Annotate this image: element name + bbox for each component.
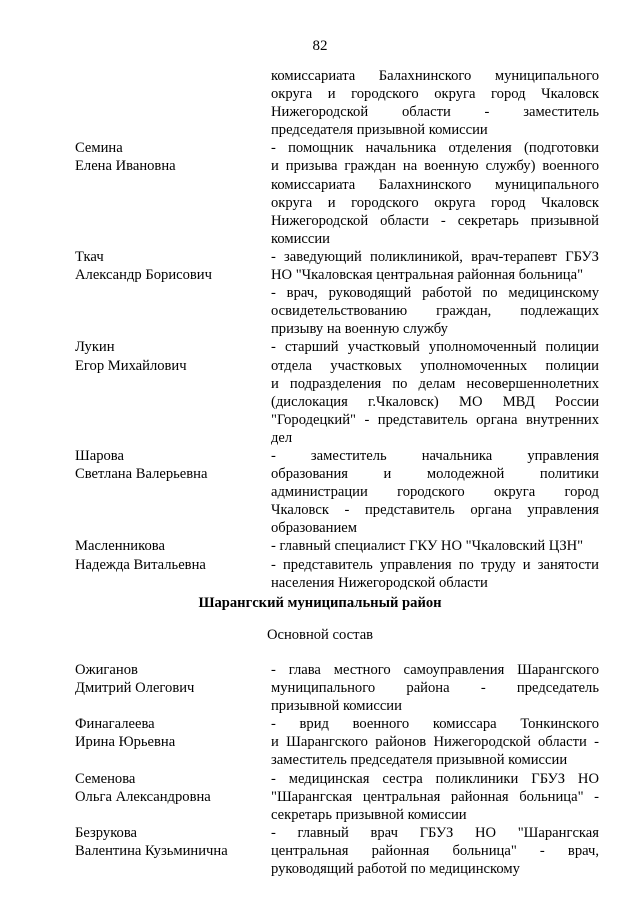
member-role-line: призывной комиссии [271, 698, 402, 715]
member-name [75, 139, 271, 248]
member-role [271, 824, 599, 878]
member-role-line: - врач, руководящий работой по медицинскому [271, 285, 599, 302]
member-name [75, 824, 271, 878]
member-name [75, 447, 271, 537]
member-role-line: "Городецкий" - представитель органа внутренних [271, 411, 599, 428]
member-name [75, 661, 271, 715]
member-role-line: и Шарангского районов Нижегородской области - [271, 734, 599, 751]
member-role [271, 447, 599, 537]
member-entry [75, 338, 599, 447]
member-role-line: - врид военного комиссара Тонкинского [271, 716, 599, 733]
member-role-line: администрации городского округа город [271, 484, 599, 501]
member-name-line: Дмитрий Олегович [75, 680, 195, 697]
member-name-line: Ткач [75, 248, 104, 265]
member-name-line: Надежда Витальевна [75, 556, 206, 573]
member-name-line: Семенова [75, 770, 136, 787]
member-role-line: Нижегородской области - заместитель [271, 104, 599, 121]
member-entry [75, 770, 599, 824]
member-name-line: Елена Ивановна [75, 158, 176, 175]
member-role-line: - заведующий поликлиникой, врач-терапевт ГБУЗ [271, 248, 599, 265]
page-number: 82 [312, 38, 328, 54]
member-role-line: образования и молодежной политики [271, 466, 599, 483]
member-entry [75, 139, 599, 248]
member-role [271, 537, 599, 591]
member-entry [75, 824, 599, 878]
member-role-line: населения Нижегородской области [271, 574, 488, 591]
member-role-line: "Шарангская центральная районная больница" - [271, 788, 599, 805]
member-role-line: комиссариата Балахнинского муниципального [271, 176, 599, 193]
member-role-line: - глава местного самоуправления Шарангского [271, 662, 599, 678]
member-name-line: Валентина Кузьминична [75, 842, 228, 859]
member-role-line: Чкаловск - представитель органа управления [271, 502, 599, 519]
member-role-line: призыву на военную службу [271, 321, 448, 338]
member-name [75, 248, 271, 338]
member-name-line: Лукин [75, 339, 115, 356]
member-name-line: Финагалеева [75, 716, 155, 733]
member-name-line: Егор Михайлович [75, 357, 187, 374]
member-role-line: Нижегородской области - секретарь призывной [271, 212, 599, 229]
member-role-line: - главный специалист ГКУ НО "Чкаловский ЦЗН" [271, 538, 584, 555]
member-role [271, 338, 599, 447]
member-role-line: (дислокация г.Чкаловск) МО МВД России [271, 393, 599, 410]
commission-members-top [75, 67, 599, 592]
member-role-line: руководящий работой по медицинскому [271, 861, 520, 878]
member-name-line: Безрукова [75, 824, 138, 841]
member-entry [75, 248, 599, 338]
member-role-line: отдела участковых уполномоченных полиции [271, 357, 599, 374]
member-role [271, 661, 599, 715]
commission-members-bottom [75, 661, 599, 878]
member-role-line: - медицинская сестра поликлиники ГБУЗ НО [271, 770, 599, 787]
member-role-line: секретарь призывной комиссии [271, 806, 467, 823]
member-role-line: председателя призывной комиссии [271, 122, 488, 139]
member-role-line: - главный врач ГБУЗ НО "Шарангская [271, 824, 599, 841]
member-name-line: Ирина Юрьевна [75, 734, 176, 751]
member-role [271, 770, 599, 824]
member-name-line: Светлана Валерьевна [75, 466, 208, 483]
member-role-line: округа и городского округа город Чкаловск [271, 86, 599, 103]
member-entry [75, 661, 599, 715]
member-name [75, 537, 271, 591]
member-role [271, 67, 599, 139]
member-name-line: Масленникова [75, 538, 165, 555]
member-role-line: и подразделения по делам несовершеннолетних [271, 375, 599, 392]
member-name-line: Шарова [75, 447, 124, 464]
member-role-line: заместитель председателя призывной комиссии [271, 752, 568, 769]
member-role-line: - заместитель начальника управления [271, 447, 599, 464]
member-name-line: Ожиганов [75, 662, 138, 678]
member-name [75, 338, 271, 447]
member-role-line: муниципального района - председатель [271, 680, 599, 697]
member-entry [75, 67, 599, 139]
member-entry [75, 715, 599, 769]
member-role-line: - старший участковый уполномоченный полиции [271, 339, 599, 356]
member-role-line: освидетельствованию граждан, подлежащих [271, 303, 599, 320]
section-title: Шарангский муниципальный район [198, 595, 442, 611]
member-role-line: дел [271, 429, 293, 446]
member-role-line: НО "Чкаловская центральная районная больница" [271, 267, 584, 284]
member-role-line: округа и городского округа город Чкаловск [271, 194, 599, 211]
member-name-line: Александр Борисович [75, 267, 212, 284]
member-role-line: комиссии [271, 230, 330, 247]
member-role [271, 139, 599, 248]
member-role-line: и призыва граждан на военную службу) военного [271, 158, 599, 175]
member-name-line: Семина [75, 140, 123, 157]
member-role-line: - представитель управления по труду и занятости [271, 556, 599, 573]
member-name [75, 715, 271, 769]
member-name [75, 770, 271, 824]
member-role-line: комиссариата Балахнинского муниципального [271, 68, 599, 84]
member-role-line: - помощник начальника отделения (подготовки [271, 140, 599, 157]
subsection-title: Основной состав [266, 627, 374, 643]
member-name [75, 67, 271, 139]
member-role-line: образованием [271, 520, 357, 537]
member-name-line: Ольга Александровна [75, 788, 211, 805]
member-entry [75, 537, 599, 591]
member-role [271, 248, 599, 338]
member-role-line: центральная районная больница" - врач, [271, 842, 599, 859]
member-role [271, 715, 599, 769]
member-entry [75, 447, 599, 537]
